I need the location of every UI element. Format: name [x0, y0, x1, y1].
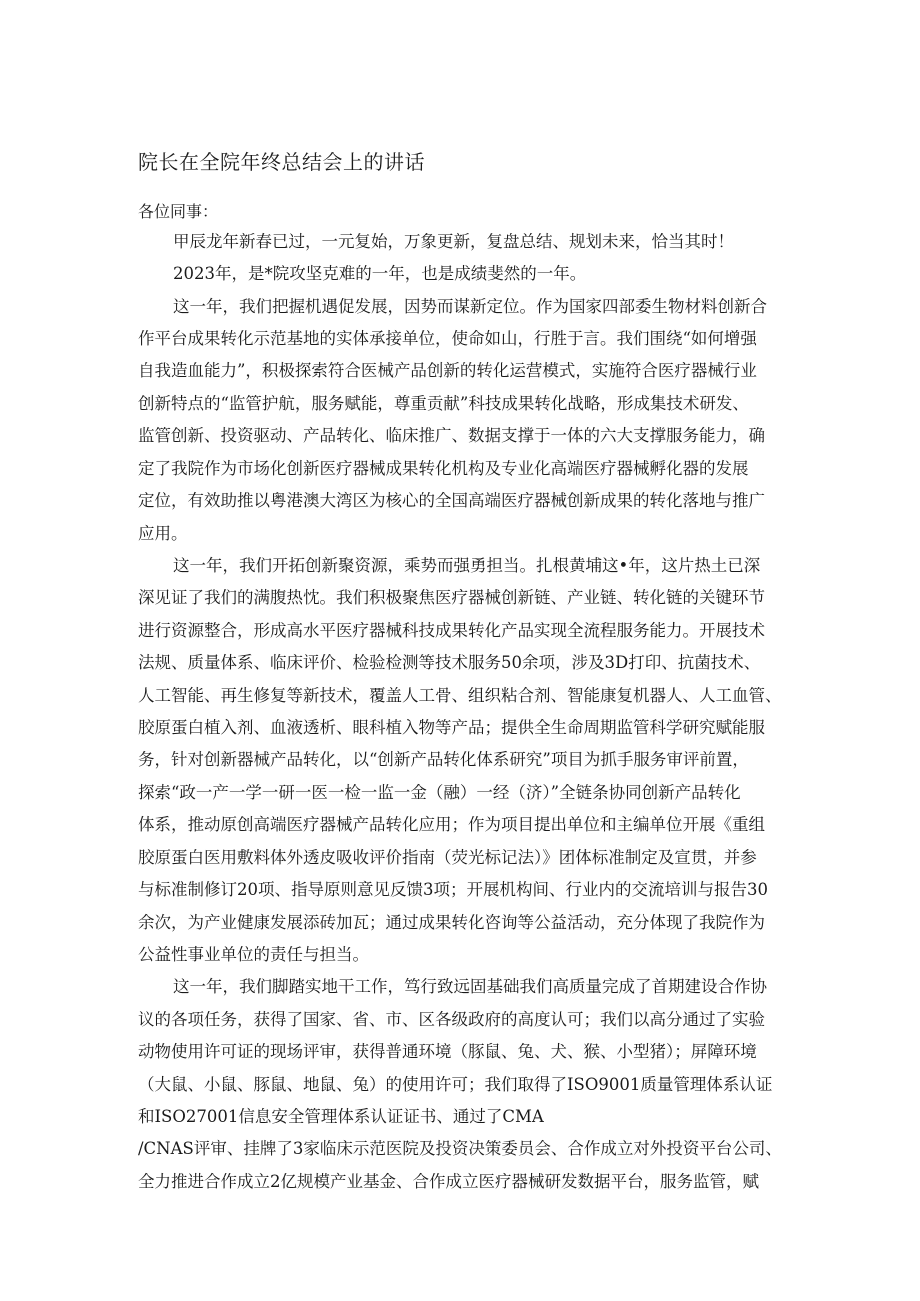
text-line: /CNAS评审、挂牌了3家临床示范医院及投资决策委员会、合作成立对外投资平台公司、: [138, 1139, 782, 1158]
text-line: 这一年，我们脚踏实地干工作，笃行致远固基础我们高质量完成了首期建设合作协: [173, 977, 767, 996]
text-line: 余次，为产业健康发展添砖加瓦；通过成果转化咨询等公益活动，充分体现了我院作为: [138, 913, 765, 932]
text-line: 甲辰龙年新春已过，一元复始，万象更新，复盘总结、规划未来，恰当其时！: [173, 232, 734, 251]
text-line: 创新特点的“监管护航，服务赋能，尊重贡献”科技成果转化战略，形成集技术研发、: [138, 394, 749, 413]
text-line: 这一年，我们开拓创新聚资源，乘势而强勇担当。扎根黄埔这•年，这片热土已深: [173, 556, 761, 575]
text-line: （大鼠、小鼠、豚鼠、地鼠、兔）的使用许可；我们取得了ISO9001质量管理体系认证: [138, 1075, 773, 1094]
text-line: 与标准制修订20项、指导原则意见反馈3项；开展机构间、行业内的交流培训与报告30: [138, 880, 768, 899]
text-line: 探索“政一产一学一研一医一检一监一金（融）一经（济）”全链条协同创新产品转化: [138, 783, 741, 802]
text-line: 和ISO27001信息安全管理体系认证证书、通过了CMA: [138, 1107, 544, 1126]
text-line: 体系，推动原创高端医疗器械产品转化应用；作为项目提出单位和主编单位开展《重组: [138, 815, 765, 834]
text-line: 进行资源整合，形成高水平医疗器械科技成果转化产品实现全流程服务能力。开展技术: [138, 621, 765, 640]
page-title: 院长在全院年终总结会上的讲话: [138, 150, 425, 174]
greeting: 各位同事：: [138, 202, 219, 221]
text-line: 议的各项任务，获得了国家、省、市、区各级政府的高度认可；我们以高分通过了实验: [138, 1010, 765, 1029]
text-line: 应用。: [138, 524, 188, 543]
text-line: 定位，有效助推以粤港澳大湾区为核心的全国高端医疗器械创新成果的转化落地与推广: [138, 491, 765, 510]
text-line: 务，针对创新器械产品转化，以“创新产品转化体系研究”项目为抓手服务审评前置，: [138, 750, 749, 769]
text-line: 胶原蛋白医用敷料体外透皮吸收评价指南（荧光标记法）》团体标准制定及宣贯，并参: [138, 848, 757, 867]
text-line: 2023年，是*院攻坚克难的一年，也是成绩斐然的一年。: [173, 264, 587, 283]
text-line: 法规、质量体系、临床评价、检验检测等技术服务50余项，涉及3D打印、抗菌技术、: [138, 653, 761, 672]
text-line: 定了我院作为市场化创新医疗器械成果转化机构及专业化高端医疗器械孵化器的发展: [138, 459, 749, 478]
text-line: 作平台成果转化示范基地的实体承接单位，使命如山，行胜于言。我们围绕“如何增强: [138, 329, 757, 348]
text-line: 深见证了我们的满腹热忱。我们积极聚焦医疗器械创新链、产业链、转化链的关键环节: [138, 588, 765, 607]
text-line: 公益性事业单位的责任与担当。: [138, 945, 369, 964]
text-line: 胶原蛋白植入剂、血液透析、眼科植入物等产品；提供全生命周期监管科学研究赋能服: [138, 718, 765, 737]
text-line: 自我造血能力”，积极探索符合医械产品创新的转化运营模式，实施符合医疗器械行业: [138, 361, 757, 380]
text-line: 动物使用许可证的现场评审，获得普通环境（豚鼠、兔、犬、猴、小型猪）；屏障环境: [138, 1042, 757, 1061]
text-line: 监管创新、投资驱动、产品转化、临床推广、数据支撑于一体的六大支撑服务能力，确: [138, 426, 765, 445]
text-line: 这一年，我们把握机遇促发展，因势而谋新定位。作为国家四部委生物材料创新合: [173, 297, 767, 316]
text-line: 全力推进合作成立2亿规模产业基金、合作成立医疗器械研发数据平台，服务监管，赋: [138, 1172, 759, 1191]
text-line: 人工智能、再生修复等新技术，覆盖人工骨、组织粘合剂、智能康复机器人、人工血管、: [138, 686, 782, 705]
